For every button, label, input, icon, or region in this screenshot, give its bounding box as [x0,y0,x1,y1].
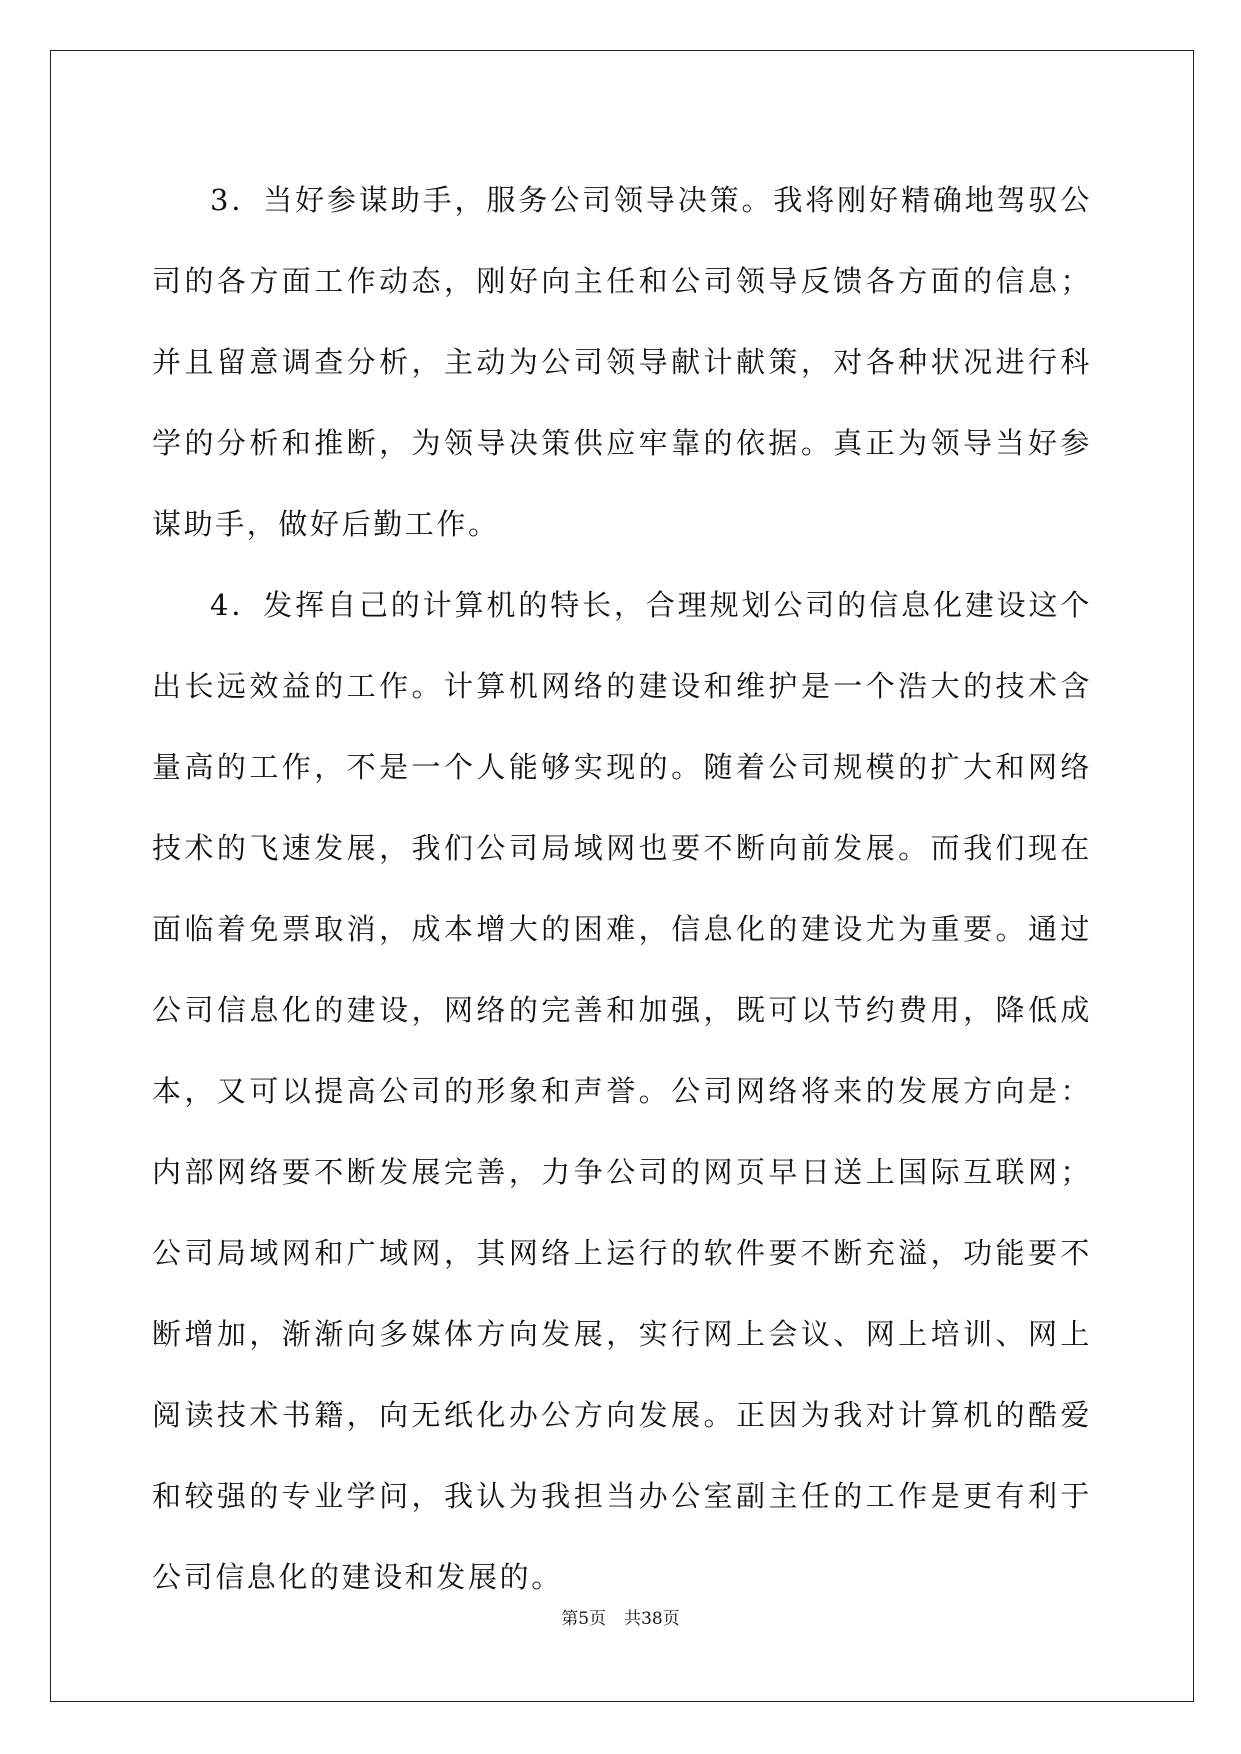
page-footer [0,1604,1241,1629]
paragraph-4: 4．发挥自己的计算机的特长，合理规划公司的信息化建设这个出长远效益的工作。计算机网络的建设和维护是一个浩大的技术含量高的工作，不是一个人能够实现的。随着公司规模的扩大和网络技术的飞速发展，我们公司局域网也要不断向前发展。而我们现在面临着免票取消，成本增大的困难，信息化的建设尤为重要。通过公司信息化的建设，网络的完善和加强，既可以节约费用，降低成本，又可以提高公司的形象和声誉。公司网络将来的发展方向是：内部网络要不断发展完善，力争公司的网页早日送上国际互联网；公司局域网和广域网，其网络上运行的软件要不断充溢，功能要不断增加，渐渐向多媒体方向发展，实行网上会议、网上培训、网上阅读技术书籍，向无纸化办公方向发展。正因为我对计算机的酷爱和较强的专业学问，我认为我担当办公室副主任的工作是更有利于公司信息化的建设和发展的。 [152,588,1092,1594]
page-total: 共38页 [624,1609,680,1629]
document-body [152,160,1092,1618]
page-number: 第5页 [561,1609,607,1629]
paragraph-3: 3．当好参谋助手，服务公司领导决策。我将刚好精确地驾驭公司的各方面工作动态，刚好向主任和公司领导反馈各方面的信息；并且留意调查分析，主动为公司领导献计献策，对各种状况进行科学的分析和推断，为领导决策供应牢靠的依据。真正为领导当好参谋助手，做好后勤工作。 [152,183,1092,541]
